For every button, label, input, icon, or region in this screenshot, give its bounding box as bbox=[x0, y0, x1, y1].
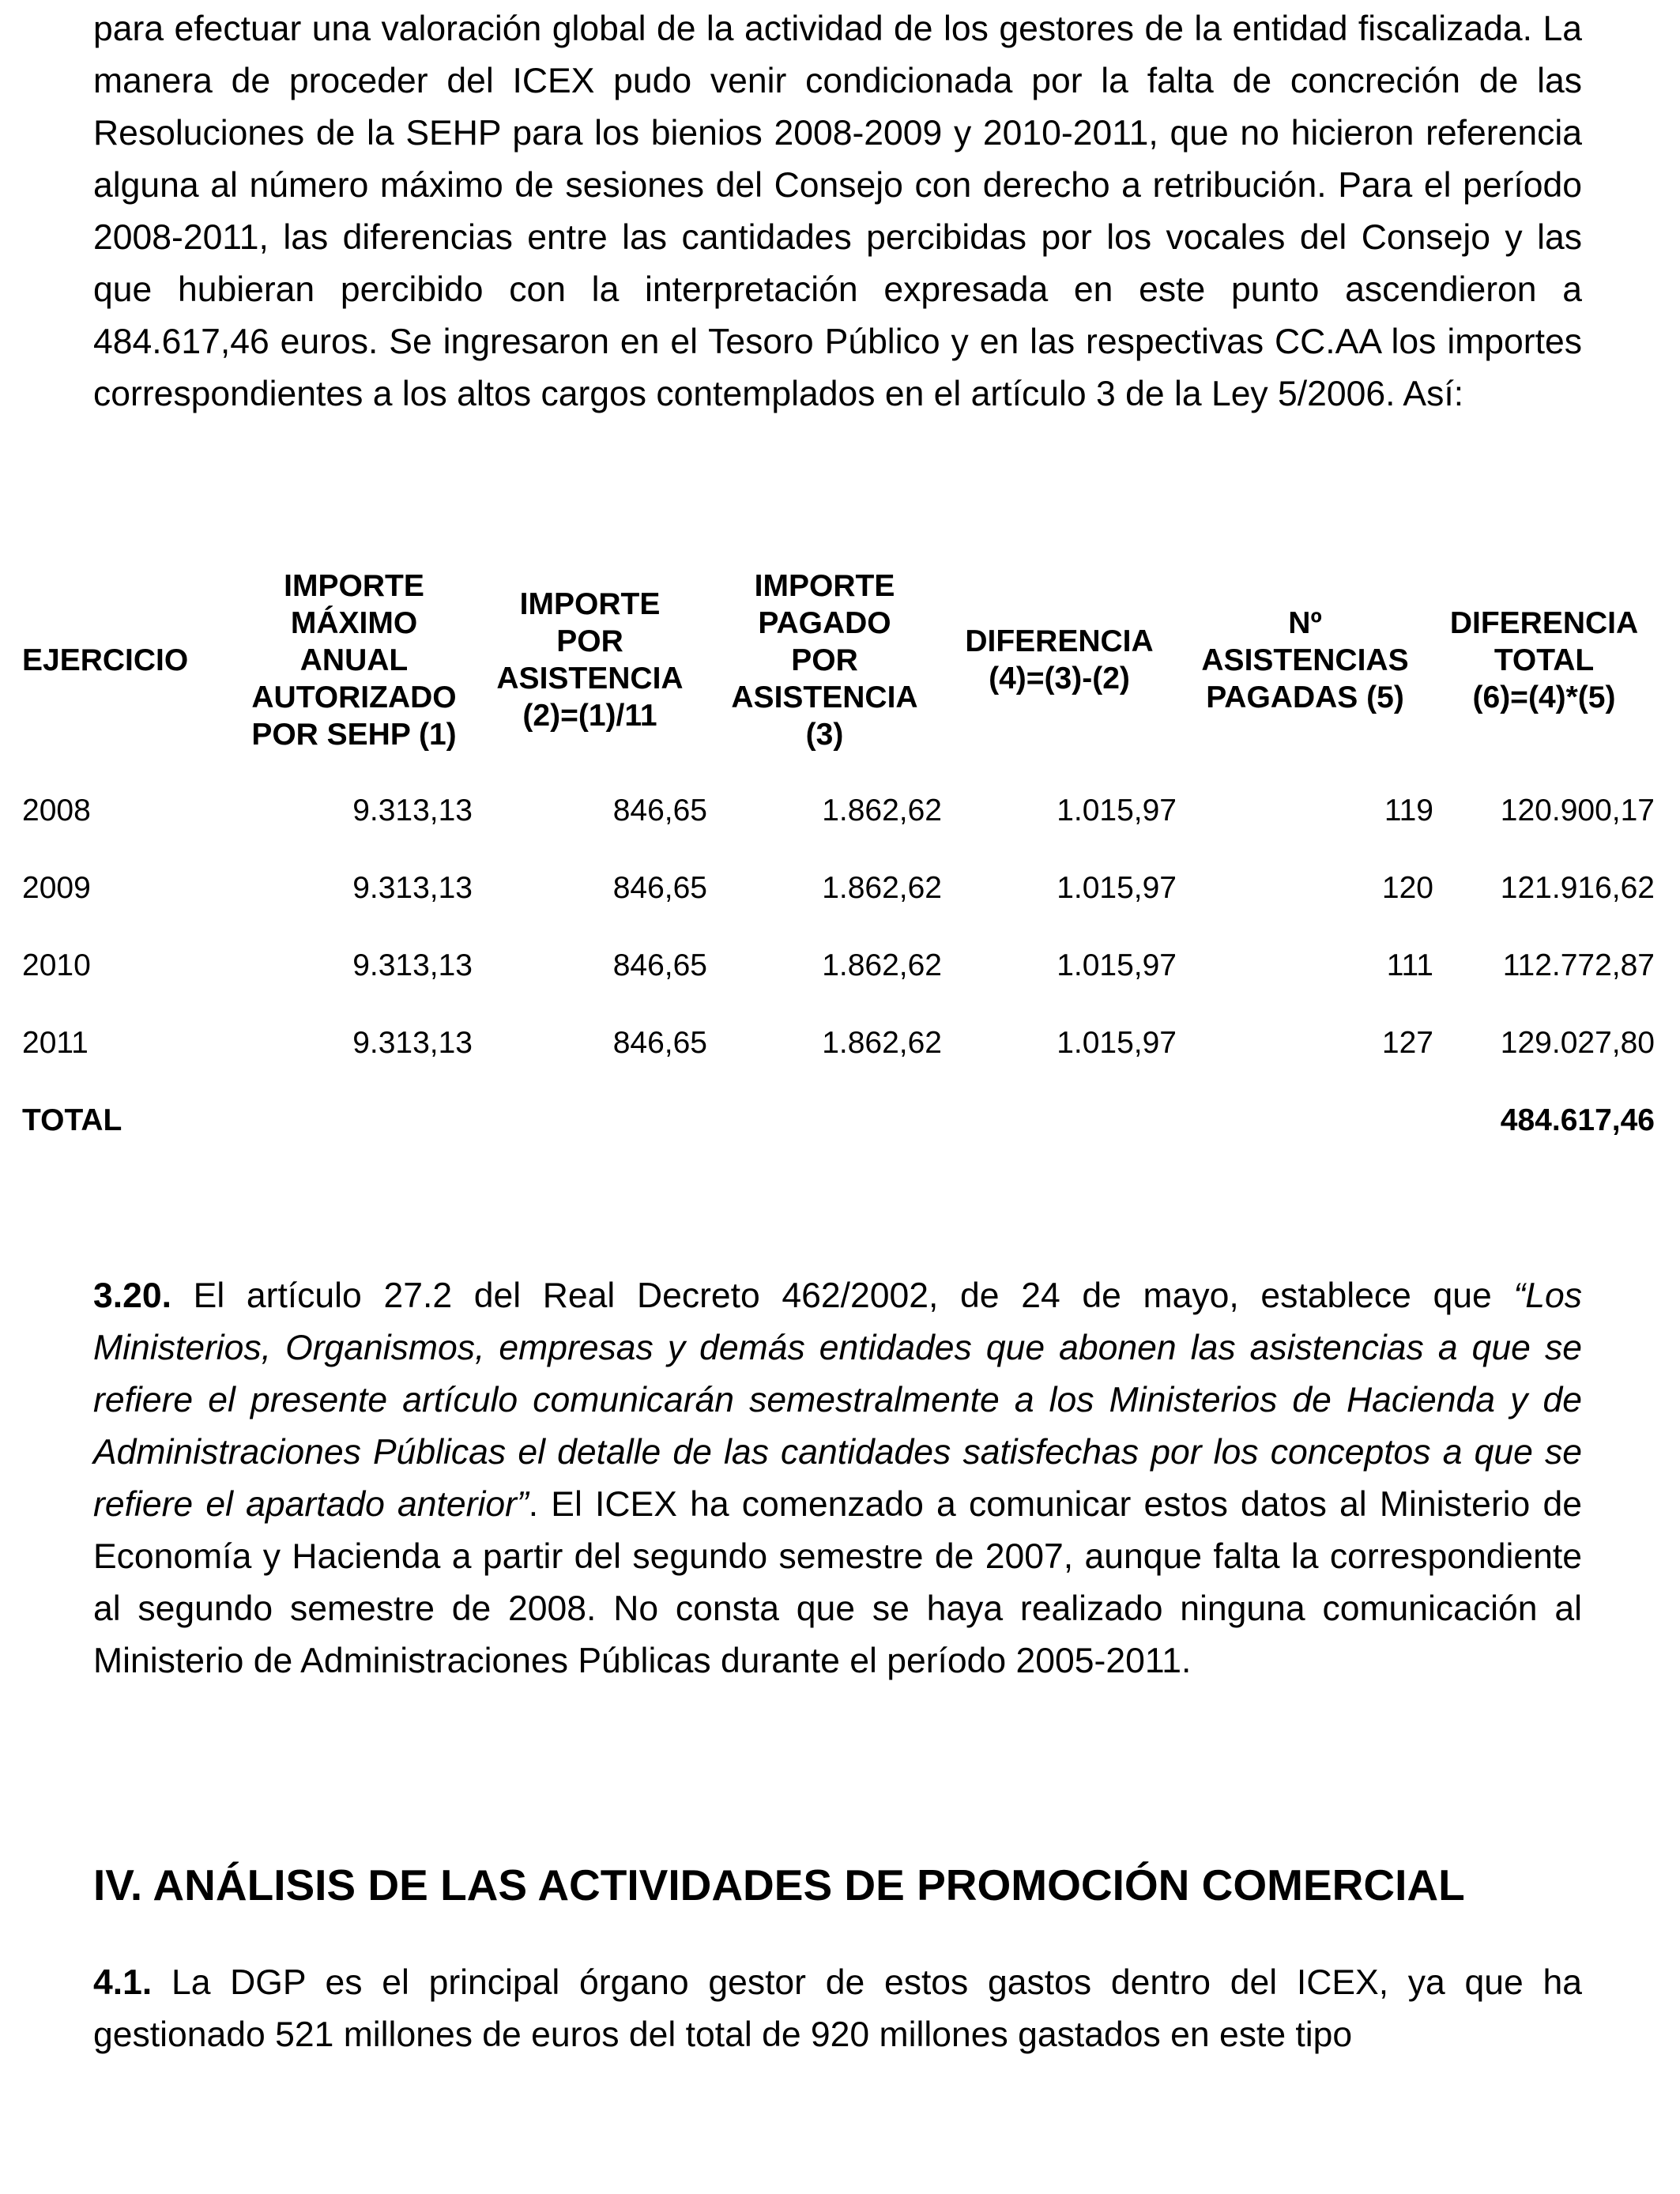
table-cell: 1.862,62 bbox=[822, 1025, 942, 1060]
table-cell: 846,65 bbox=[612, 870, 707, 905]
table-cell: 119 bbox=[1384, 793, 1433, 827]
column-header bbox=[707, 553, 942, 771]
table-header-row bbox=[22, 553, 1655, 771]
table-cell: 846,65 bbox=[612, 1025, 707, 1060]
column-header-line: (3) bbox=[805, 717, 844, 752]
table-cell-empty bbox=[473, 1081, 707, 1159]
table-cell-empty bbox=[942, 1081, 1177, 1159]
column-header-line: IMPORTE bbox=[519, 587, 661, 621]
column-header bbox=[1177, 553, 1433, 771]
section-number: 4.1. bbox=[93, 1963, 153, 2002]
section-4-1-paragraph bbox=[93, 1957, 1582, 2061]
table-cell: 9.313,13 bbox=[352, 870, 473, 905]
section-iv-heading: IV. ANÁLISIS DE LAS ACTIVIDADES DE PROMOCIÓN COMERCIAL bbox=[93, 1860, 1465, 1909]
table-cell: 120.900,17 bbox=[1500, 793, 1655, 827]
table-cell: 112.772,87 bbox=[1502, 948, 1655, 982]
column-header-line: POR SEHP (1) bbox=[251, 717, 457, 752]
table-cell: 1.862,62 bbox=[822, 870, 942, 905]
column-header-line: ASISTENCIAS bbox=[1201, 643, 1409, 677]
table-cell: 846,65 bbox=[612, 793, 707, 827]
paragraph-text: La DGP es el principal órgano gestor de estos gastos dentro del ICEX, ya que ha gestionado 521 millones de euros del total de 920 millones gastados en este tipo bbox=[93, 1963, 1582, 2054]
column-header-line: PAGADAS (5) bbox=[1206, 680, 1404, 714]
table-cell: 9.313,13 bbox=[352, 1025, 473, 1060]
column-header-line: ANUAL bbox=[299, 643, 409, 677]
column-header-line: Nº bbox=[1288, 605, 1322, 640]
table-total-row bbox=[22, 1081, 1655, 1159]
table-cell: 1.015,97 bbox=[1057, 870, 1177, 905]
column-header bbox=[942, 553, 1177, 771]
column-header-line: DIFERENCIA bbox=[1449, 605, 1639, 640]
table-cell: 111 bbox=[1386, 948, 1433, 982]
paragraph-text: El artículo 27.2 del Real Decreto 462/2002, de 24 de mayo, establece que bbox=[171, 1276, 1514, 1315]
table-cell: 1.015,97 bbox=[1057, 948, 1177, 982]
table-cell: 2009 bbox=[22, 870, 91, 905]
column-header-line: (2)=(1)/11 bbox=[522, 699, 657, 733]
table-cell: 129.027,80 bbox=[1500, 1025, 1655, 1060]
table-cell: 1.862,62 bbox=[822, 793, 942, 827]
column-header-line: AUTORIZADO bbox=[251, 680, 457, 714]
column-header-line: POR bbox=[556, 624, 623, 658]
column-header-line: DIFERENCIA bbox=[965, 624, 1154, 658]
table-cell: 2010 bbox=[22, 948, 91, 982]
table-cell: 846,65 bbox=[612, 948, 707, 982]
column-header bbox=[1433, 553, 1655, 771]
intro-paragraph: para efectuar una valoración global de la actividad de los gestores de la entidad fiscalizada. La manera de proceder del ICEX pudo venir condicionada por la falta de concreción de las Resoluciones de la SEHP para los bienios 2008-2009 y 2010-2011, que no hicieron referencia alguna al número máximo de sesiones del Consejo con derecho a retribución. Para el período 2008-2011, las diferencias entre las cantidades percibidas por los vocales del Consejo y las que hubieran percibido con la interpretación expresada en este punto ascendieron a 484.617,46 euros. Se ingresaron en el Tesoro Público y en las respectivas CC.AA los importes correspondientes a los altos cargos contemplados en el artículo 3 de la Ley 5/2006. Así: bbox=[93, 9, 1582, 413]
table-row bbox=[22, 926, 1655, 1004]
section-number: 3.20. bbox=[93, 1276, 171, 1315]
table-cell: 1.015,97 bbox=[1057, 1025, 1177, 1060]
column-header-line: ASISTENCIA bbox=[496, 662, 684, 696]
table-cell: 1.862,62 bbox=[822, 948, 942, 982]
column-header-line: IMPORTE bbox=[284, 568, 424, 603]
column-header-line: TOTAL bbox=[1494, 643, 1595, 677]
table-cell: 9.313,13 bbox=[352, 948, 473, 982]
column-header-line: EJERCICIO bbox=[22, 643, 189, 677]
table-body bbox=[22, 771, 1655, 1159]
column-header-line: MÁXIMO bbox=[290, 605, 418, 640]
table-cell: 120 bbox=[1381, 870, 1433, 905]
paragraph-text: . El ICEX ha comenzado a comunicar estos datos al Ministerio de Economía y Hacienda a partir del segundo semestre de 2007, aunque falta la correspondiente al segundo semestre de 2008. No consta que se haya realizado ninguna comunicación al Ministerio de Administraciones Públicas durante el período 2005-2011. bbox=[93, 1485, 1582, 1680]
total-value: 484.617,46 bbox=[1500, 1103, 1655, 1137]
asistencias-table bbox=[22, 553, 1655, 1159]
table-cell: 2008 bbox=[22, 793, 91, 827]
table-cell: 1.015,97 bbox=[1057, 793, 1177, 827]
column-header bbox=[235, 553, 473, 771]
section-3-20-paragraph bbox=[93, 1270, 1582, 1687]
column-header-line: POR bbox=[791, 643, 858, 677]
table-row bbox=[22, 771, 1655, 849]
table-cell: 2011 bbox=[22, 1025, 89, 1060]
total-label: TOTAL bbox=[22, 1103, 122, 1137]
table-row bbox=[22, 849, 1655, 926]
table-cell-empty bbox=[1177, 1081, 1433, 1159]
column-header bbox=[473, 553, 707, 771]
column-header bbox=[22, 553, 235, 771]
column-header-line: PAGADO bbox=[758, 605, 891, 640]
column-header-line: IMPORTE bbox=[754, 568, 895, 603]
column-header-line: ASISTENCIA bbox=[731, 680, 918, 714]
table-cell: 121.916,62 bbox=[1500, 870, 1655, 905]
table-cell-empty bbox=[235, 1081, 473, 1159]
quoted-text: “Los Ministerios, Organismos, empresas y demás entidades que abonen las asistencias a que se refiere el presente artículo comunicarán semestralmente a los Ministerios de Hacienda y de Administraciones Públicas el detalle de las cantidades satisfechas por los conceptos a que se refiere el apartado anterior” bbox=[93, 1276, 1582, 1524]
table-row bbox=[22, 1004, 1655, 1081]
table-cell: 127 bbox=[1381, 1025, 1433, 1060]
column-header-line: (6)=(4)*(5) bbox=[1472, 680, 1616, 714]
table-cell: 9.313,13 bbox=[352, 793, 473, 827]
table-cell-empty bbox=[707, 1081, 942, 1159]
column-header-line: (4)=(3)-(2) bbox=[989, 662, 1130, 696]
